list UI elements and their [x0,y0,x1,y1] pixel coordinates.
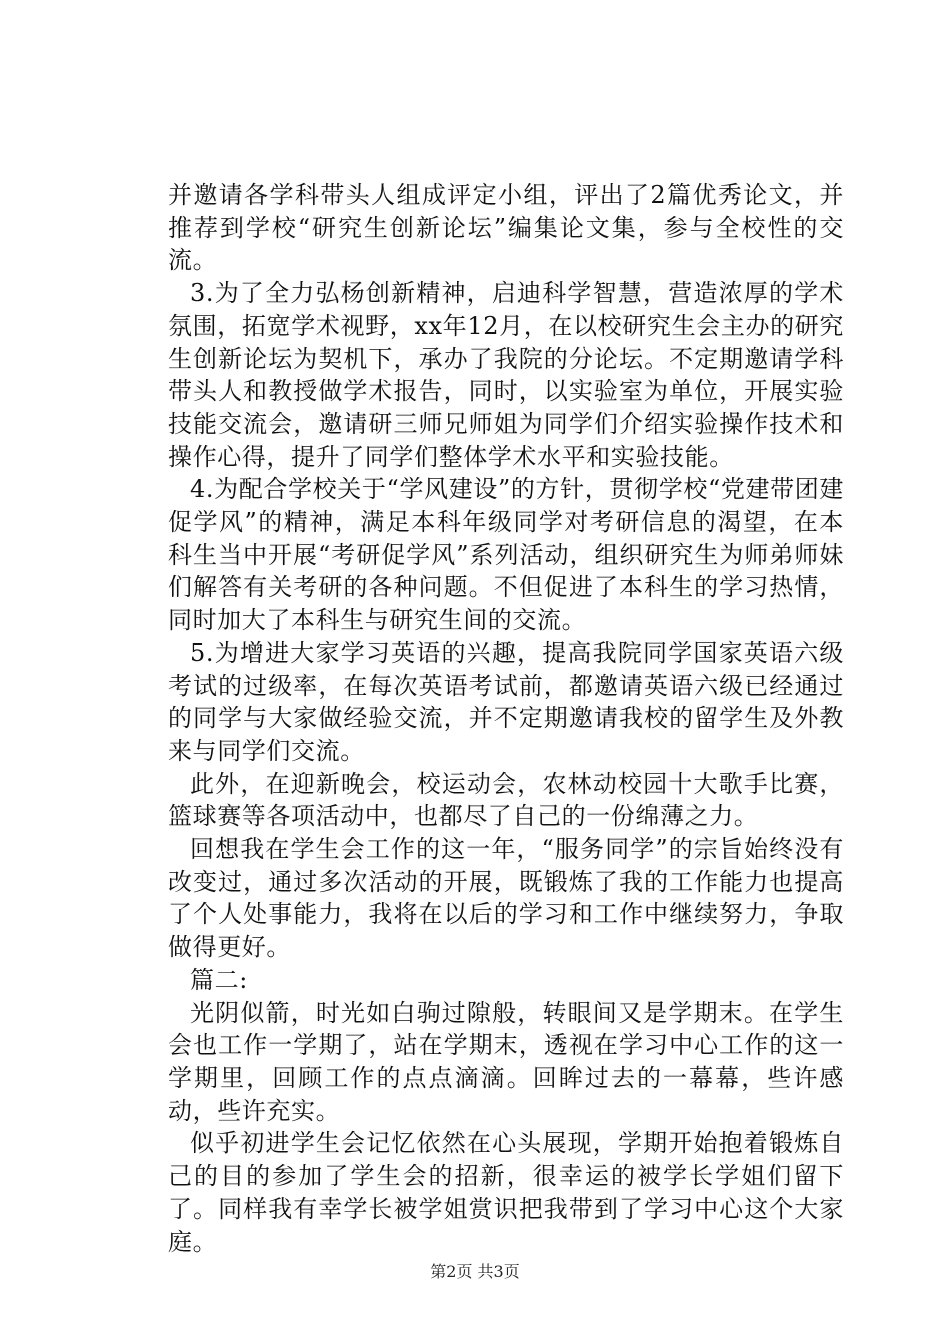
paragraph-joining-union: 似乎初进学生会记忆依然在心头展现，学期开始抱着锻炼自己的目的参加了学生会的招新，很幸运的被学长学姐们留下了。同样我有幸学长被学姐赏识把我带到了学习中心这个大家庭。 [168,1129,844,1256]
paragraph-item-3: 3.为了全力弘杨创新精神，启迪科学智慧，营造浓厚的学术氛围，拓宽学术视野，xx年12月，在以校研究生会主办的研究生创新论坛为契机下，承办了我院的分论坛。不定期邀请学科带头人和教授做学术报告，同时，以实验室为单位，开展实验技能交流会，邀请研三师兄师姐为同学们介绍实验操作技术和操作心得，提升了同学们整体学术水平和实验技能。 [168,279,844,471]
section-heading-part-two: 篇二: [190,965,248,994]
paragraph-semester-end: 光阴似箭，时光如白驹过隙般，转眼间又是学期末。在学生会也工作一学期了，站在学期末，透视在学习中心工作的这一学期里，回顾工作的点点滴滴。回眸过去的一幕幕，些许感动，些许充实。 [168,998,844,1125]
paragraph-reflection: 回想我在学生会工作的这一年，“服务同学”的宗旨始终没有改变过，通过多次活动的开展，既锻炼了我的工作能力也提高了个人处事能力，我将在以后的学习和工作中继续努力，争取做得更好。 [168,835,844,962]
paragraph-item-4: 4.为配合学校关于“学风建设”的方针，贯彻学校“党建带团建促学风”的精神，满足本科年级同学对考研信息的渴望，在本科生当中开展“考研促学风”系列活动，组织研究生为师弟师妹们解答有关考研的各种问题。不但促进了本科生的学习热情，同时加大了本科生与研究生间的交流。 [168,475,844,635]
page-number-footer: 第2页 共3页 [430,1262,520,1281]
paragraph-continuation: 并邀请各学科带头人组成评定小组，评出了2篇优秀论文，并推荐到学校“研究生创新论坛”编集论文集，参与全校性的交流。 [168,181,844,275]
paragraph-additionally: 此外，在迎新晚会，校运动会，农林动校园十大歌手比赛，篮球赛等各项活动中，也都尽了自己的一份绵薄之力。 [168,769,844,831]
document-body [168,179,844,1258]
paragraph-item-5: 5.为增进大家学习英语的兴趣，提高我院同学国家英语六级考试的过级率，在每次英语考试前，都邀请英语六级已经通过的同学与大家做经验交流，并不定期邀请我校的留学生及外教来与同学们交流。 [168,638,844,765]
